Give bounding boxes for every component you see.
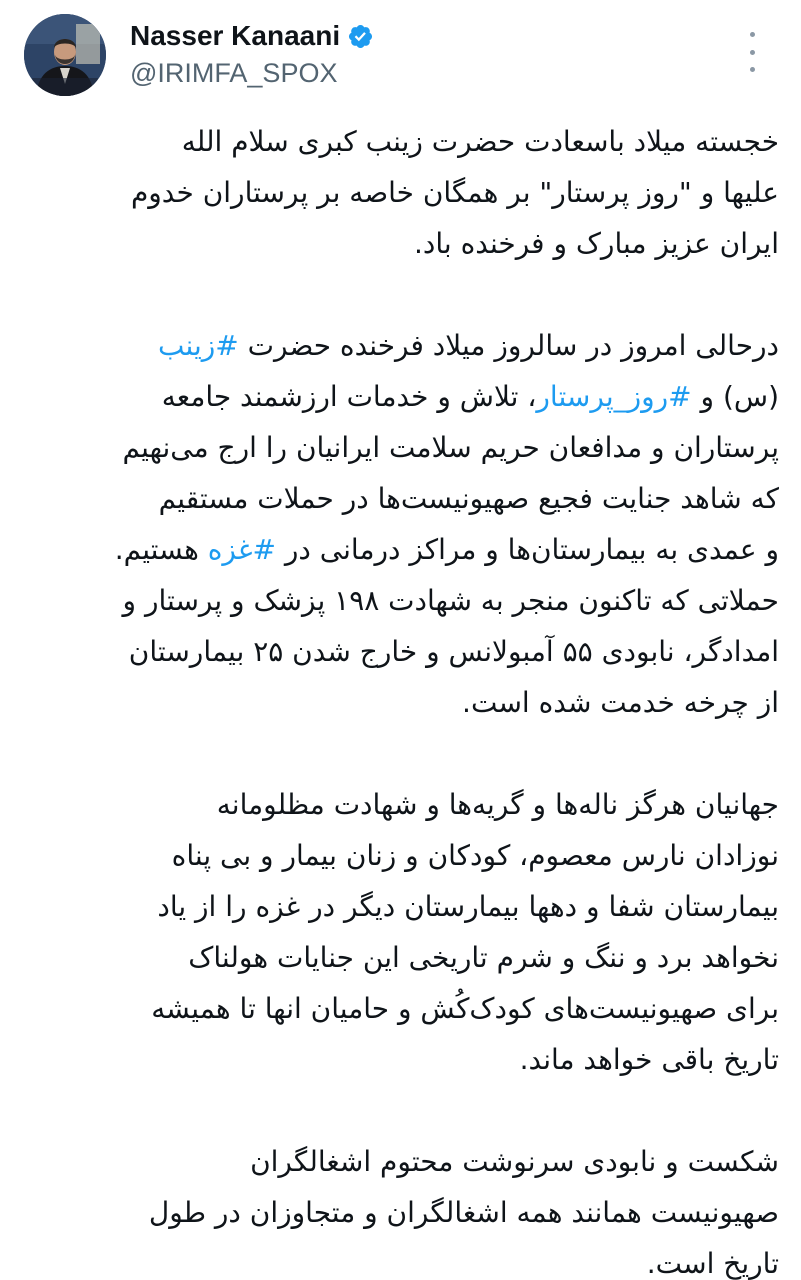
text-line: شکست و نابودی سرنوشت محتوم اشغالگران [250,1145,779,1178]
paragraph-4 [28,1136,779,1280]
hashtag-link[interactable]: #زینب [158,329,239,362]
text-line: جهانیان هرگز ناله‌ها و گریه‌ها و شهادت مظلومانه [216,788,779,821]
text-line: تاریخ باقی خواهد ماند. [519,1043,779,1076]
text-line: پرستاران و مدافعان حریم سلامت ایرانیان را ارج می‌نهیم [122,431,779,464]
display-name-row [130,20,374,52]
text-line: نخواهد برد و ننگ و شرم تاریخی این جنایات هولناک [188,941,779,974]
text-line: نوزادان نارس معصوم، کودکان و زنان بیمار و بی پناه [171,839,779,872]
text-line: برای صهیونیست‌های کودک‌کُش و حامیان انها تا همیشه [151,992,779,1025]
author-names [130,20,374,89]
text-segment: درحالی امروز در سالروز میلاد فرخنده حضرت [238,329,779,362]
text-line: علیها و "روز پرستار" بر همگان خاصه بر پرستاران خدوم [130,176,779,209]
paragraph-3 [28,779,779,1085]
text-line: حملاتی که تاکنون منجر به شهادت ۱۹۸ پزشک و پرستار و [122,584,779,617]
tweet-header [24,14,777,100]
avatar[interactable] [24,14,106,96]
text-line: که شاهد جنایت فجیع صهیونیست‌ها در حملات مستقیم [158,482,779,515]
text-line [28,320,779,371]
more-dot [750,32,755,37]
text-line: صهیونیست همانند همه اشغالگران و متجاوزان در طول [148,1196,779,1229]
tweet-text [28,116,779,1280]
paragraph-1 [28,116,779,269]
more-options-icon[interactable] [737,32,767,72]
text-segment: ، تلاش و خدمات ارزشمند جامعه [161,380,537,413]
text-line [28,371,779,422]
text-segment: و عمدی به بیمارستان‌ها و مراکز درمانی در [276,533,779,566]
paragraph-2 [28,320,779,728]
hashtag-link[interactable]: #غزه [207,533,276,566]
more-dot [750,50,755,55]
text-segment: هستیم. [114,533,208,566]
text-line [28,524,779,575]
text-line: ایران عزیز مبارک و فرخنده باد. [414,227,779,260]
text-line: بیمارستان شفا و دهها بیمارستان دیگر در غزه را از یاد [157,890,779,923]
text-segment: (س) و [691,380,779,413]
text-line: خجسته میلاد باسعادت حضرت زینب کبری سلام الله [181,125,779,158]
more-dot [750,67,755,72]
verified-badge-icon [347,23,374,50]
author-handle[interactable]: @IRIMFA_SPOX [130,58,338,88]
display-name[interactable]: Nasser Kanaani [130,20,341,51]
avatar-photo [24,14,106,96]
text-line: امدادگر، نابودی ۵۵ آمبولانس و خارج شدن ۲۵ بیمارستان [128,635,779,668]
text-line: از چرخه خدمت شده است. [462,686,779,719]
hashtag-link[interactable]: #روز_پرستار [536,380,692,413]
text-line: تاریخ است. [646,1247,779,1280]
